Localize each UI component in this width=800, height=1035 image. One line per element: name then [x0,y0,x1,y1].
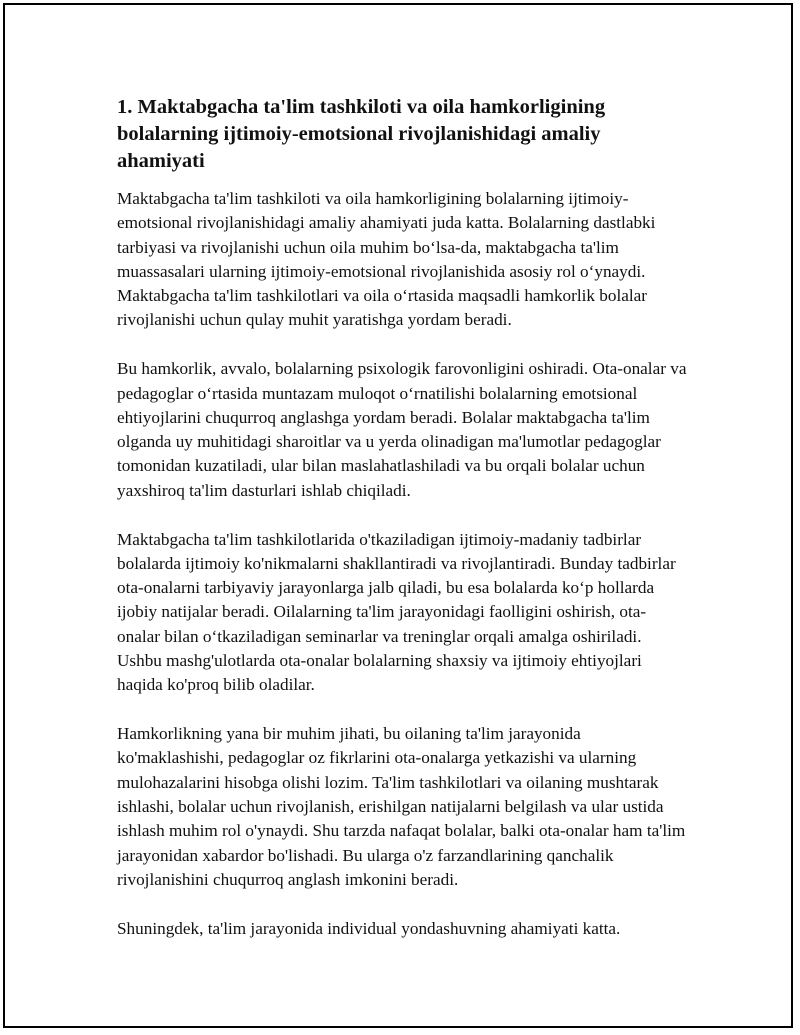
paragraph-2: Bu hamkorlik, avvalo, bolalarning psixologik farovonligini oshiradi. Ota-onalar va pedagoglar o‘rtasida muntazam muloqot o‘rnatilishi bolalarning emotsional ehtiyojlarini chuqurroq anglashga yordam beradi. Bolalar maktabgacha ta'lim olganda uy muhitidagi sharoitlar va u yerda olinadigan ma'lumotlar pedagoglar tomonidan kuzatiladi, ular bilan maslahatlashiladi va bu orqali bolalar uchun yaxshiroq ta'lim dasturlari ishlab chiqiladi. [117,359,687,500]
document-body [117,94,687,966]
paragraph-5: Shuningdek, ta'lim jarayonida individual yondashuvning ahamiyati katta. [117,918,621,938]
paragraph-4: Hamkorlikning yana bir muhim jihati, bu oilaning ta'lim jarayonida ko'maklashishi, pedagoglar oz fikrlarini ota-onalarga yetkazishi va ularning mulohazalarini hisobga olishi lozim. Ta'lim tashkilotlari va oilaning mushtarak ishlashi, bolalar uchun rivojlanish, erishilgan natijalarni belgilash va ular ustida ishlash muhim rol o'ynaydi. Shu tarzda nafaqat bolalar, balki ota-onalar ham ta'lim jarayonidan xabardor bo'lishadi. Bu ularga o'z farzandlarining qanchalik rivojlanishini chuqurroq anglash imkonini beradi. [117,724,686,889]
section-heading: 1. Maktabgacha ta'lim tashkiloti va oila hamkorligining bolalarning ijtimoiy-emotsional rivojlanishidagi amaliy ahamiyati [117,96,606,172]
paragraph-1: Maktabgacha ta'lim tashkiloti va oila hamkorligining bolalarning ijtimoiy-emotsional rivojlanishidagi amaliy ahamiyati juda katta. Bolalarning dastlabki tarbiyasi va rivojlanishi uchun oila muhim bo‘lsa-da, maktabgacha ta'lim muassasalari ularning ijtimoiy-emotsional rivojlanishida asosiy rol o‘ynaydi. Maktabgacha ta'lim tashkilotlari va oila o‘rtasida maqsadli hamkorlik bolalar rivojlanishi uchun qulay muhit yaratishga yordam beradi. [117,189,656,330]
paragraph-3: Maktabgacha ta'lim tashkilotlarida o'tkaziladigan ijtimoiy-madaniy tadbirlar bolalarda ijtimoiy ko'nikmalarni shakllantiradi va rivojlantiradi. Bunday tadbirlar ota-onalarni tarbiyaviy jarayonlarga jalb qiladi, bu esa bolalarda ko‘p hollarda ijobiy natijalar beradi. Oilalarning ta'lim jarayonidagi faolligini oshirish, ota-onalar bilan o‘tkaziladigan seminarlar va treninglar orqali amalga oshiriladi. Ushbu mashg'ulotlarda ota-onalar bolalarning shaxsiy va ijtimoiy ehtiyojlari haqida ko'proq bilib oladilar. [117,529,676,695]
